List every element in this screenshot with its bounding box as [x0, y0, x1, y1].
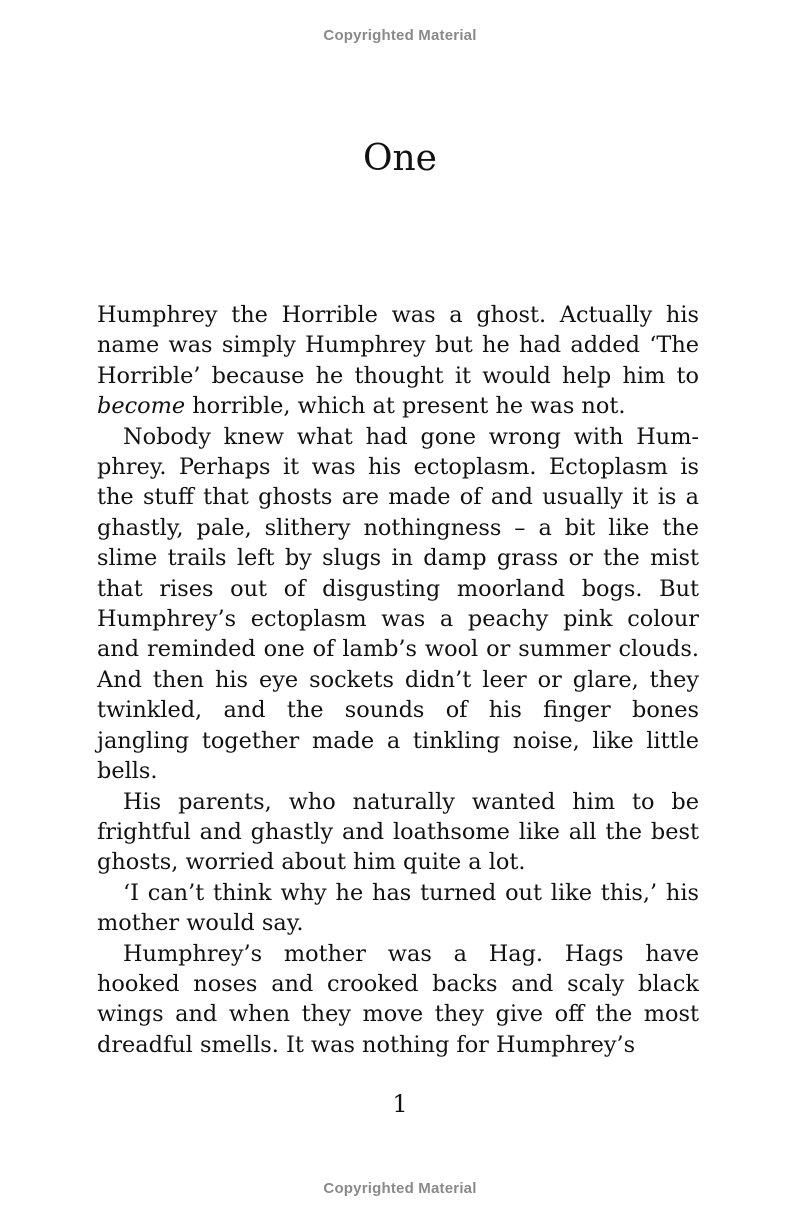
chapter-title: One [362, 138, 437, 179]
paragraph-4: ‘I can’t think why he has turned out like this,’ his mother would say. [97, 879, 699, 937]
page-number: 1 [392, 1090, 408, 1118]
paragraph-2: Nobody knew what had gone wrong with Humphrey. Perhaps it was his ectoplasm. Ectoplasm is the stuff that ghosts are made of and usually it is a ghastly, pale, slithery nothingness – a bit like the slime trails left by slugs in damp grass or the mist that rises out of disgusting moorland bogs. But Humphrey’s ectoplasm was a peachy pink colour and reminded one of lamb’s wool or summer clouds. And then his eye sockets didn’t leer or glare, they twinkled, and the sounds of his finger bones jangling together made a tinkling noise, like little bells. [97, 423, 699, 785]
paragraph-1-text-a: Humphrey the Horrible was a ghost. Actually his name was simply Humphrey but he had added ‘The Horrible’ because he thought it would help him to [97, 302, 699, 389]
copyright-watermark-top: Copyrighted Material [323, 27, 477, 44]
paragraph-1 [97, 300, 699, 422]
copyright-watermark-bottom: Copyrighted Material [323, 1180, 477, 1197]
chapter-body [97, 300, 699, 1060]
paragraph-3: His parents, who naturally wanted him to be frightful and ghastly and loathsome like all the best ghosts, worried about him quite a lot. [97, 788, 699, 876]
paragraph-5: Humphrey’s mother was a Hag. Hags have hooked noses and crooked backs and scaly black wings and when they move they give off the most dreadful smells. It was nothing for Humphrey’s [97, 940, 699, 1058]
paragraph-1-text-b: horrible, which at present he was not. [185, 393, 626, 420]
paragraph-1-emphasis: become [97, 393, 186, 420]
